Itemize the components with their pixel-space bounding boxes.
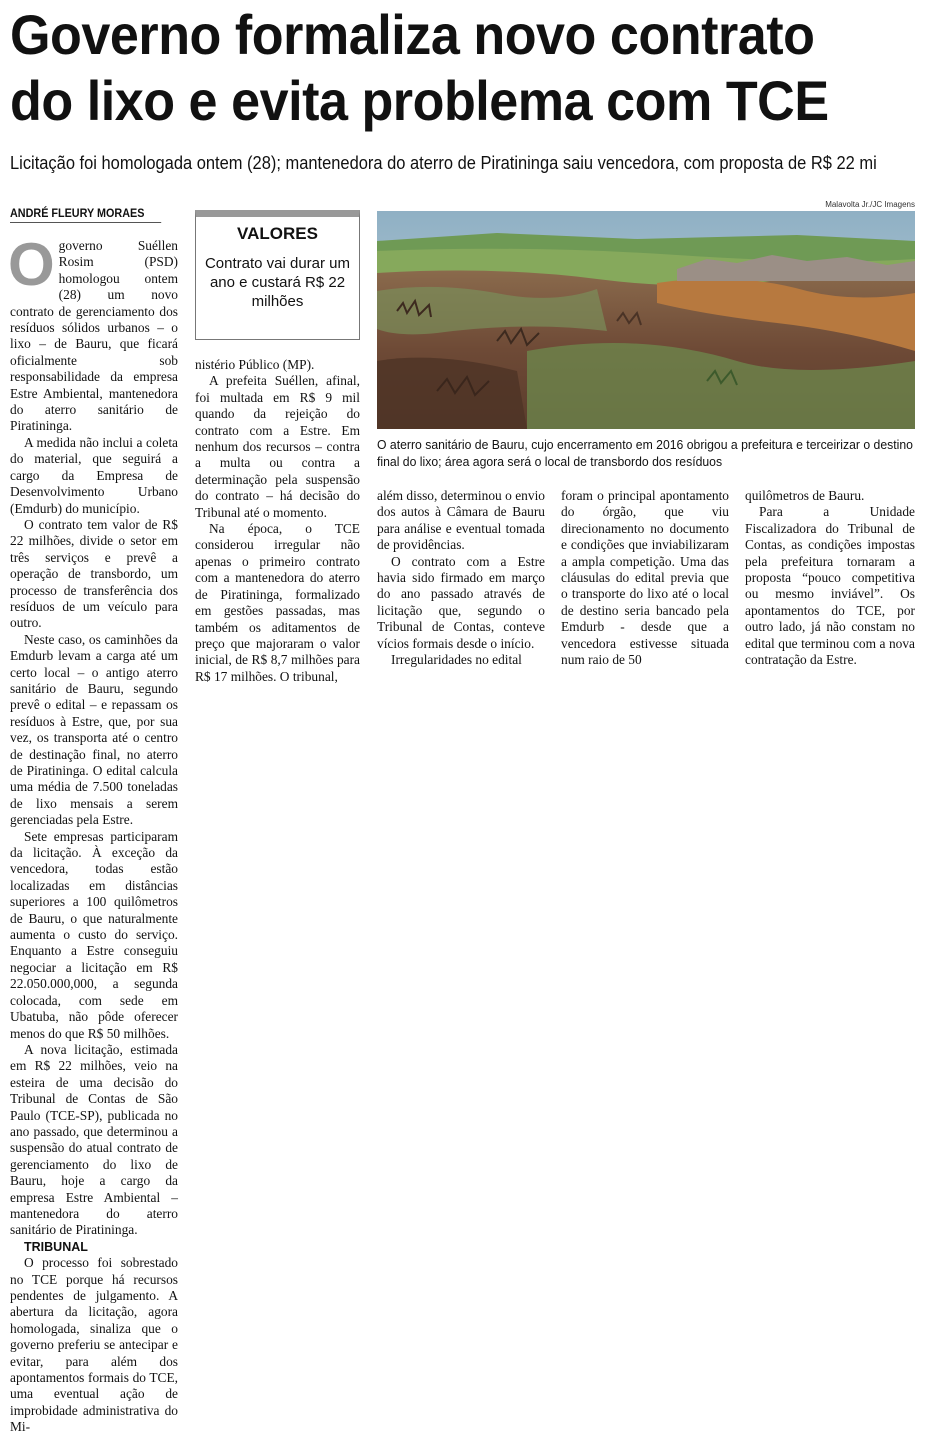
paragraph: A nova licitação, estimada em R$ 22 milhões, veio na esteira de uma decisão do Tribunal de Contas de São Paulo (TCE-SP), publicada no ano passado, que determinou a suspensão do atual contrato de gerenciamento do lixo de Bauru, hoje a cargo da empresa Estre Ambiental – mantenedora do aterro sanitário de Piratininga. bbox=[10, 1041, 178, 1238]
drop-cap: O bbox=[8, 231, 55, 298]
paragraph: O processo foi sobrestado no TCE porque há recursos pendentes de julgamento. A abertura da licitação, agora homologada, sinaliza que o governo preferiu se antecipar e evitar, para além dos apontamentos formais do TCE, uma eventual ação de improbidade administrativa do Mi- bbox=[10, 1255, 178, 1435]
lead-text: governo Suéllen Rosim (PSD) homologou ontem (28) um novo contrato de gerenciamento dos resíduos sólidos urbanos – o lixo – de Bauru, que ficará oficialmente sob responsabilidade da empresa Estre Ambiental, mantenedora do aterro sanitário de Piratininga. bbox=[10, 238, 178, 434]
headline: Governo formaliza novo contrato do lixo e evita problema com TCE bbox=[10, 3, 829, 132]
values-box-text: Contrato vai durar um ano e custará R$ 22 milhões bbox=[204, 255, 351, 310]
paragraph: além disso, determinou o envio dos autos à Câmara de Bauru para análise e eventual tomada de providências. bbox=[377, 488, 545, 553]
values-box-title: VALORES bbox=[237, 224, 318, 243]
article-column-1 bbox=[8, 231, 178, 1436]
paragraph: quilômetros de Bauru. bbox=[745, 488, 865, 503]
section-heading: TRIBUNAL bbox=[24, 1239, 88, 1254]
article-column-3 bbox=[377, 488, 545, 668]
paragraph: A prefeita Suéllen, afinal, foi multada em R$ 9 mil quando da rejeição do contrato com a Estre. Em nenhum dos recursos – contra a multa ou contra a determinação pela suspensão do contrato – há decisão do Tribunal até o momento. bbox=[195, 373, 360, 520]
article-column-2 bbox=[195, 357, 360, 685]
article-column-5 bbox=[745, 488, 915, 668]
paragraph: Para a Unidade Fiscalizadora do Tribunal de Contas, as condições impostas pela prefeitura tornaram a proposta “pouco competitiva ou mesmo inviável”. Os apontamentos do TCE, por outro lado, já não constam no edital que terminou com a nova contratação da Estre. bbox=[745, 504, 915, 668]
article-column-4 bbox=[561, 488, 729, 668]
landfill-illustration bbox=[377, 211, 915, 429]
values-box bbox=[195, 210, 360, 340]
paragraph: Sete empresas participaram da licitação. À exceção da vencedora, todas estão localizadas em distâncias superiores a 100 quilômetros de Bauru, o que naturalmente aumenta o custo do serviço. Enquanto a Estre conseguiu negociar a licitação em R$ 22.050.000,000, a segunda colocada, com sede em Ubatuba, não pôde oferecer menos do que R$ 50 milhões. bbox=[10, 828, 178, 1041]
photo-caption: O aterro sanitário de Bauru, cujo encerramento em 2016 obrigou a prefeitura e terceirizar o destino final do lixo; área agora será o local de transbordo dos resíduos bbox=[377, 437, 913, 469]
photo-credit: Malavolta Jr./JC Imagens bbox=[825, 200, 915, 209]
subheadline: Licitação foi homologada ontem (28); mantenedora do aterro de Piratininga saiu vencedora, com proposta de R$ 22 mi bbox=[10, 152, 877, 173]
paragraph: Na época, o TCE considerou irregular não apenas o primeiro contrato com a mantenedora do aterro de Piratininga, formalizado em gestões passadas, mas também os aditamentos de preço que majoraram o valor inicial, de R$ 8,7 milhões para R$ 17 milhões. O tribunal, bbox=[195, 521, 360, 684]
paragraph: O contrato com a Estre havia sido firmado em março do ano passado através de licitação que, segundo o Tribunal de Contas, conteve vícios formais desde o início. bbox=[377, 553, 545, 651]
byline: ANDRÉ FLEURY MORAES bbox=[10, 206, 161, 223]
paragraph: O contrato tem valor de R$ 22 milhões, divide o setor em três serviços e prevê a operação de transbordo, um processo de transferência dos resíduos de um veículo para outro. bbox=[10, 516, 178, 631]
paragraph: A medida não inclui a coleta do material, que seguirá a cargo da Empresa de Desenvolvimento Urbano (Emdurb) do município. bbox=[10, 434, 178, 516]
paragraph: Neste caso, os caminhões da Emdurb levam a carga até um certo local – o antigo aterro sanitário de Bauru, segundo prevê o edital – e repassam os resíduos à Estre, que, por sua vez, os transporta até o centro de destinação final, no aterro de Piratininga. O edital calcula uma média de 7.500 toneladas de lixo mensais a serem gerenciadas pela Estre. bbox=[10, 631, 178, 828]
landfill-photo bbox=[377, 211, 915, 429]
paragraph: Irregularidades no edital bbox=[391, 652, 522, 668]
paragraph: nistério Público (MP). bbox=[195, 357, 315, 372]
paragraph: foram o principal apontamento do órgão, que viu direcionamento no documento e condições que inviabilizaram a ampla competição. Uma das cláusulas do edital previa que o transporte do lixo até o local de destino seria bancado pela Emdurb - desde que a vencedora estivesse situada num raio de 50 bbox=[561, 488, 729, 668]
lead-paragraph bbox=[8, 231, 178, 435]
